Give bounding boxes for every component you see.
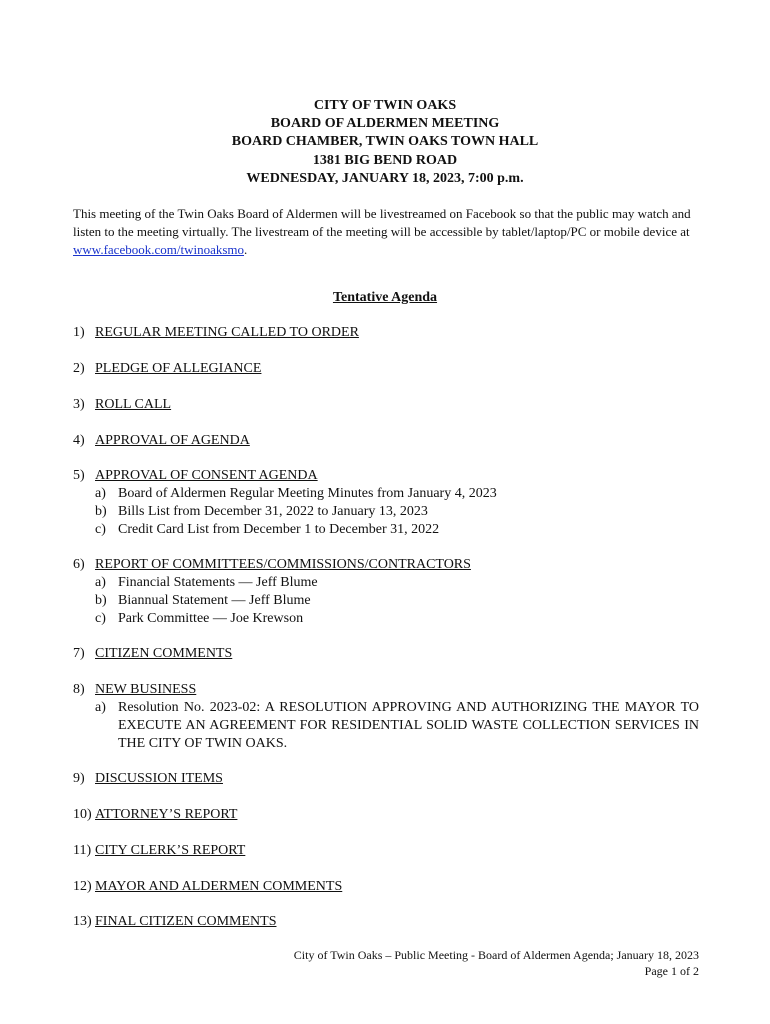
agenda-item <box>73 770 699 788</box>
sub-item-letter: a) <box>95 700 106 715</box>
agenda-item <box>73 360 699 378</box>
sub-item-letter: a) <box>95 575 106 590</box>
meeting-name: BOARD OF ALDERMEN MEETING <box>270 116 500 132</box>
agenda-item <box>73 467 699 485</box>
item-number: 5) <box>73 468 85 483</box>
sub-item-text: Board of Aldermen Regular Meeting Minutes from January 4, 2023 <box>118 486 497 501</box>
footer-title: City of Twin Oaks – Public Meeting - Board of Aldermen Agenda; January 18, 2023 <box>293 948 699 962</box>
page-footer <box>294 947 699 979</box>
sub-item-letter: a) <box>95 486 106 501</box>
resolution-text: Resolution No. 2023-02: A RESOLUTION APPROVING AND AUTHORIZING THE MAYOR TO EXECUTE AN AGREEMENT FOR RESIDENTIAL SOLID WASTE COLLECTION SERVICES IN THE CITY OF TWIN OAKS. <box>118 700 699 751</box>
item-number: 8) <box>73 682 85 697</box>
sub-item-letter: c) <box>95 522 106 537</box>
item-label: ROLL CALL <box>95 397 172 412</box>
item-label: ATTORNEY’S REPORT <box>95 807 238 822</box>
intro-paragraph <box>73 205 699 259</box>
item-number: 1) <box>73 325 85 340</box>
item-label: APPROVAL OF CONSENT AGENDA <box>95 468 318 483</box>
item-number: 7) <box>73 646 85 661</box>
sub-item-text: Biannual Statement — Jeff Blume <box>118 593 311 608</box>
sub-item <box>95 503 699 521</box>
facebook-link[interactable]: www.facebook.com/twinoaksmo <box>73 242 245 257</box>
agenda-item <box>73 913 699 931</box>
item-number: 9) <box>73 771 85 786</box>
item-number: 12) <box>73 879 92 894</box>
agenda-item <box>73 842 699 860</box>
meeting-location: BOARD CHAMBER, TWIN OAKS TOWN HALL <box>231 134 539 150</box>
item-label: DISCUSSION ITEMS <box>95 771 223 786</box>
item-number: 3) <box>73 397 85 412</box>
item-number: 4) <box>73 433 85 448</box>
intro-end: . <box>244 242 248 257</box>
sub-item-text: Credit Card List from December 1 to December 31, 2022 <box>118 522 440 537</box>
sub-item <box>95 592 699 610</box>
sub-item-letter: b) <box>95 504 107 519</box>
item-number: 10) <box>73 807 92 822</box>
sub-item <box>95 610 699 628</box>
sub-item <box>95 521 699 539</box>
sub-item-text: Bills List from December 31, 2022 to January 13, 2023 <box>118 504 428 519</box>
sub-item-text: Park Committee — Joe Krewson <box>118 611 304 626</box>
meeting-datetime: WEDNESDAY, JANUARY 18, 2023, 7:00 p.m. <box>246 170 524 186</box>
city-name: CITY OF TWIN OAKS <box>313 98 457 113</box>
item-label: FINAL CITIZEN COMMENTS <box>95 914 277 929</box>
agenda-item <box>73 324 699 342</box>
sub-item <box>95 485 699 503</box>
page-number: Page 1 of 2 <box>644 964 699 978</box>
item-label: CITY CLERK’S REPORT <box>95 843 246 858</box>
item-label: APPROVAL OF AGENDA <box>95 433 250 448</box>
agenda-item <box>73 681 699 699</box>
item-number: 6) <box>73 557 85 572</box>
item-number: 11) <box>73 843 92 858</box>
item-label: REPORT OF COMMITTEES/COMMISSIONS/CONTRACTORS <box>95 557 471 572</box>
meeting-address: 1381 BIG BEND ROAD <box>312 152 458 168</box>
sub-item-letter: c) <box>95 611 106 626</box>
agenda-item <box>73 645 699 663</box>
sub-item-letter: b) <box>95 593 107 608</box>
item-label: REGULAR MEETING CALLED TO ORDER <box>95 325 359 340</box>
item-number: 13) <box>73 914 92 929</box>
agenda-item <box>73 806 699 824</box>
sub-item <box>95 699 699 753</box>
agenda-item <box>73 878 699 896</box>
agenda-item <box>73 432 699 450</box>
item-label: NEW BUSINESS <box>95 682 197 697</box>
item-label: MAYOR AND ALDERMEN COMMENTS <box>95 879 343 894</box>
agenda-item <box>73 556 699 574</box>
sub-item-text: Financial Statements — Jeff Blume <box>118 575 318 590</box>
meeting-header <box>0 97 770 188</box>
agenda-title: Tentative Agenda <box>332 290 438 305</box>
item-label: PLEDGE OF ALLEGIANCE <box>95 361 262 376</box>
sub-item <box>95 574 699 592</box>
item-label: CITIZEN COMMENTS <box>95 646 233 661</box>
intro-text: This meeting of the Twin Oaks Board of Aldermen will be livestreamed on Facebook so that the public may watch and listen to the meeting virtually. The livestream of the meeting will be accessible by tablet/laptop/PC or mobile device at <box>73 206 691 239</box>
item-number: 2) <box>73 361 85 376</box>
agenda-item <box>73 396 699 414</box>
